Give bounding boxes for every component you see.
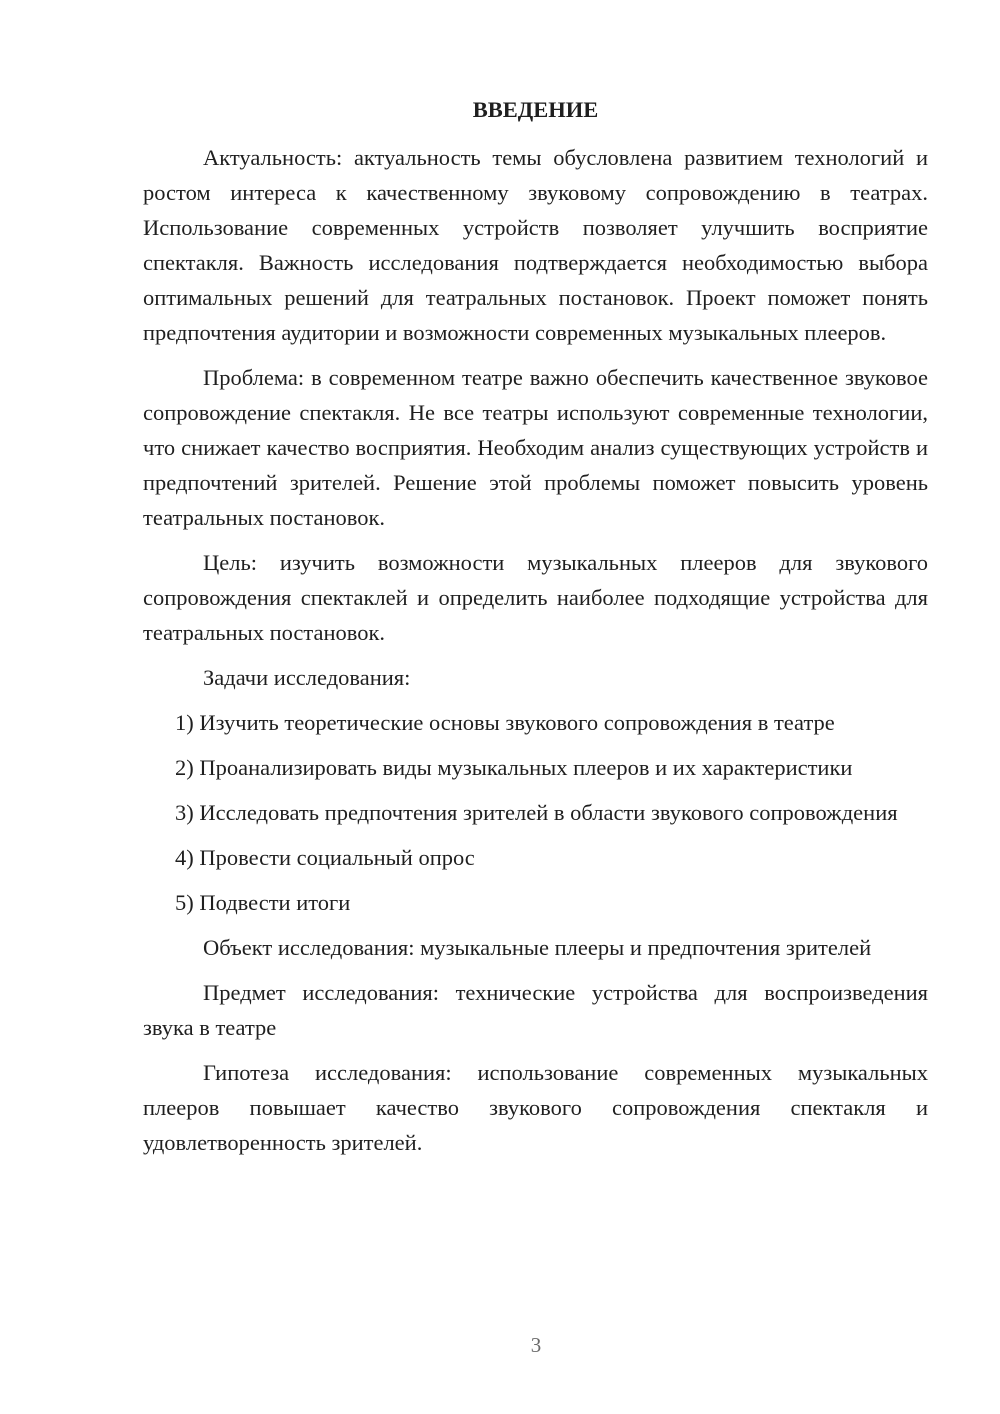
task-item: 2) Проанализировать виды музыкальных плееров и их характеристики bbox=[175, 755, 853, 780]
paragraph-subject: Предмет исследования: технические устройства для воспроизведения звука в театре bbox=[143, 980, 928, 1040]
document-title: ВВЕДЕНИЕ bbox=[472, 97, 599, 122]
task-item: 4) Провести социальный опрос bbox=[175, 845, 475, 870]
document-page bbox=[143, 90, 928, 1170]
task-item: 5) Подвести итоги bbox=[175, 890, 351, 915]
task-item: 3) Исследовать предпочтения зрителей в области звукового сопровождения bbox=[175, 800, 898, 825]
task-item: 1) Изучить теоретические основы звукового сопровождения в театре bbox=[175, 710, 835, 735]
paragraph-problem: Проблема: в современном театре важно обеспечить качественное звуковое сопровождение спектакля. Не все театры используют современные технологии, что снижает качество восприятия. Необходим анализ существующих устройств и предпочтений зрителей. Решение этой проблемы поможет повысить уровень театральных постановок. bbox=[143, 365, 928, 530]
paragraph-goal: Цель: изучить возможности музыкальных плееров для звукового сопровождения спектаклей и определить наиболее подходящие устройства для театральных постановок. bbox=[143, 550, 928, 645]
page-number: 3 bbox=[530, 1333, 542, 1357]
paragraph-tasks-heading: Задачи исследования: bbox=[203, 665, 411, 690]
paragraph-hypothesis: Гипотеза исследования: использование современных музыкальных плееров повышает качество звукового сопровождения спектакля и удовлетворенность зрителей. bbox=[143, 1060, 928, 1155]
paragraph-relevance: Актуальность: актуальность темы обусловлена развитием технологий и ростом интереса к качественному звуковому сопровождению в театрах. Использование современных устройств позволяет улучшить восприятие спектакля. Важность исследования подтверждается необходимостью выбора оптимальных решений для театральных постановок. Проект поможет понять предпочтения аудитории и возможности современных музыкальных плееров. bbox=[143, 145, 928, 345]
paragraph-object: Объект исследования: музыкальные плееры и предпочтения зрителей bbox=[203, 935, 872, 960]
